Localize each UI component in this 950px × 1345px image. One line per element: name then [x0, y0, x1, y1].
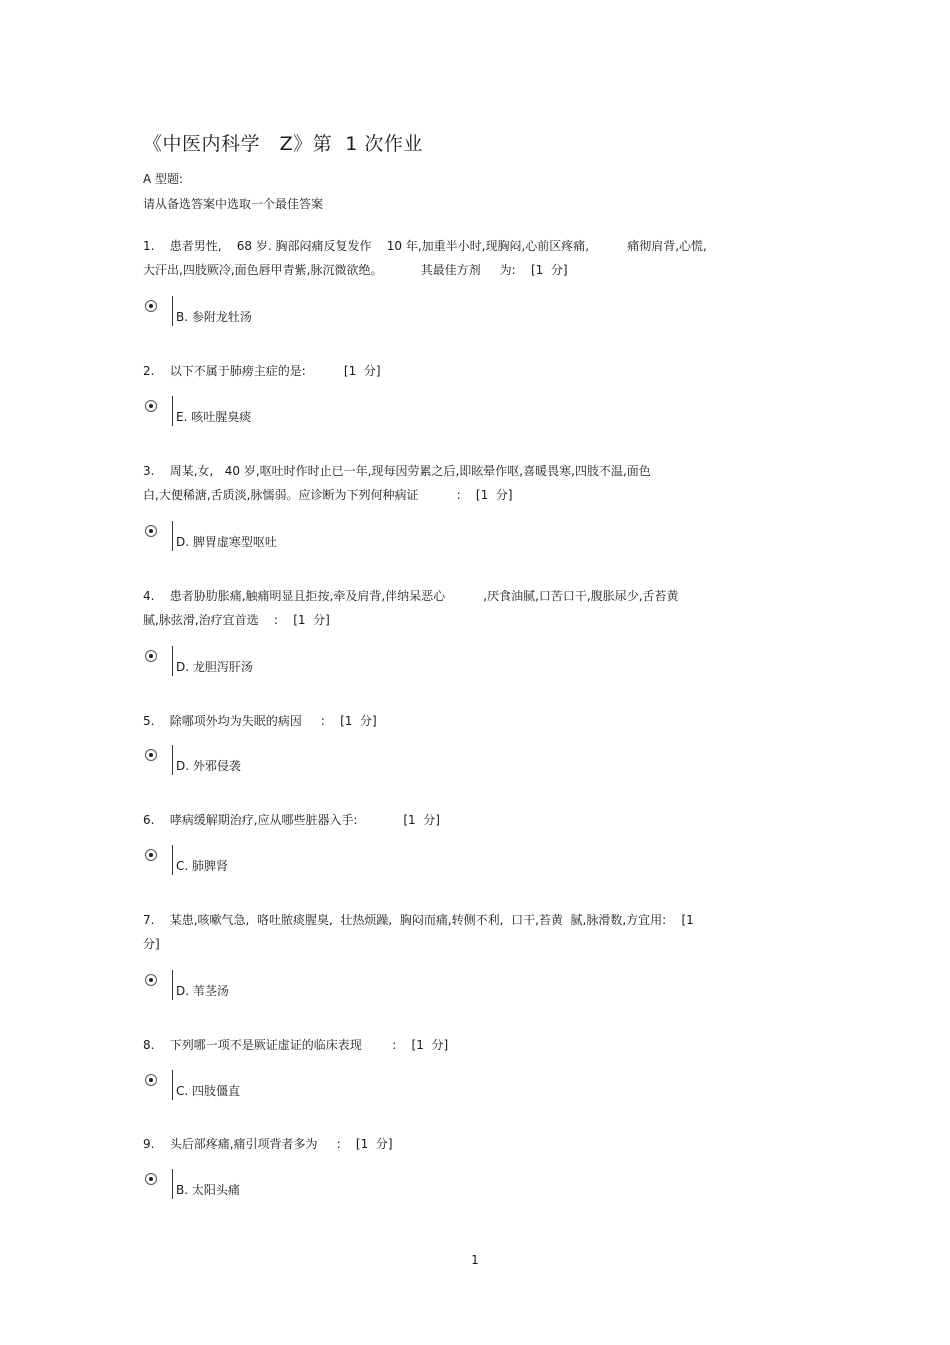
radio-selected-icon[interactable]: [145, 749, 157, 761]
question-9: 9. 头后部疼痛,痛引项背者多为 : [1 分]: [143, 1137, 393, 1151]
question-3: 3. 周某,女, 40 岁,呕吐时作时止已一年,现每因劳累之后,即眩晕作呕,喜暖畏寒,四肢不温,面色 白,大便稀溏,舌质淡,脉懦弱。应诊断为下列何种病证 : [1 分]: [143, 464, 651, 502]
question-7: 7. 某患,咳嗽气急, 咯吐脓痰腥臭, 壮热烦躁, 胸闷而痛,转侧不利, 口干,苔黄 腻,脉滑数,方宜用: [1 分]: [143, 913, 694, 951]
divider: [172, 745, 173, 775]
answer-label: C. 肺脾肾: [176, 859, 229, 873]
answer-option-2[interactable]: [143, 396, 443, 426]
question-5: 5. 除哪项外均为失眠的病因 : [1 分]: [143, 714, 377, 728]
divider: [172, 970, 173, 1000]
answer-label: D. 脾胃虚寒型呕吐: [176, 535, 277, 549]
answer-option-7[interactable]: [143, 970, 443, 1000]
divider: [172, 646, 173, 676]
answer-option-8[interactable]: [143, 1070, 443, 1100]
answer-label: B. 太阳头痛: [176, 1183, 240, 1197]
question-1: 1. 患者男性, 68 岁. 胸部闷痛反复发作 10 年,加重半小时,现胸闷,心前区疼痛, 痛彻肩背,心慌, 大汗出,四肢厥冷,面色唇甲青紫,脉沉微欲绝。 其最佳方剂 为: [1 分]: [143, 239, 707, 277]
radio-selected-icon[interactable]: [145, 1173, 157, 1185]
radio-selected-icon[interactable]: [145, 849, 157, 861]
answer-label: D. 外邪侵袭: [176, 759, 241, 773]
answer-option-1[interactable]: [143, 296, 443, 326]
radio-selected-icon[interactable]: [145, 1074, 157, 1086]
question-6: 6. 哮病缓解期治疗,应从哪些脏器入手: [1 分]: [143, 813, 440, 827]
answer-option-3[interactable]: [143, 521, 443, 551]
question-8: 8. 下列哪一项不是厥证虚证的临床表现 : [1 分]: [143, 1038, 449, 1052]
question-type-label: A 型题:: [143, 172, 184, 186]
answer-label: D. 龙胆泻肝汤: [176, 660, 253, 674]
divider: [172, 1070, 173, 1100]
answer-option-4[interactable]: [143, 646, 443, 676]
answer-label: C. 四肢僵直: [176, 1084, 241, 1098]
question-4: 4. 患者胁肋胀痛,触痛明显且拒按,牵及肩背,伴纳呆恶心 ,厌食油腻,口苦口干,腹胀尿少,舌苔黄 腻,脉弦滑,治疗宜首选 : [1 分]: [143, 589, 679, 627]
answer-label: B. 参附龙牡汤: [176, 310, 252, 324]
question-2: 2. 以下不属于肺痨主症的是: [1 分]: [143, 364, 381, 378]
page-number: 1: [471, 1253, 479, 1267]
divider: [172, 296, 173, 326]
answer-option-5[interactable]: [143, 745, 443, 775]
divider: [172, 396, 173, 426]
instruction-text: 请从备选答案中选取一个最佳答案: [143, 197, 324, 211]
radio-selected-icon[interactable]: [145, 650, 157, 662]
answer-option-9[interactable]: [143, 1169, 443, 1199]
radio-selected-icon[interactable]: [145, 400, 157, 412]
divider: [172, 521, 173, 551]
radio-selected-icon[interactable]: [145, 525, 157, 537]
answer-label: D. 苇茎汤: [176, 984, 229, 998]
radio-selected-icon[interactable]: [145, 300, 157, 312]
answer-option-6[interactable]: [143, 845, 443, 875]
divider: [172, 845, 173, 875]
radio-selected-icon[interactable]: [145, 974, 157, 986]
page-title: 《中医内科学 Z》第 1 次作业: [143, 133, 423, 155]
divider: [172, 1169, 173, 1199]
answer-label: E. 咳吐腥臭痰: [176, 410, 252, 424]
